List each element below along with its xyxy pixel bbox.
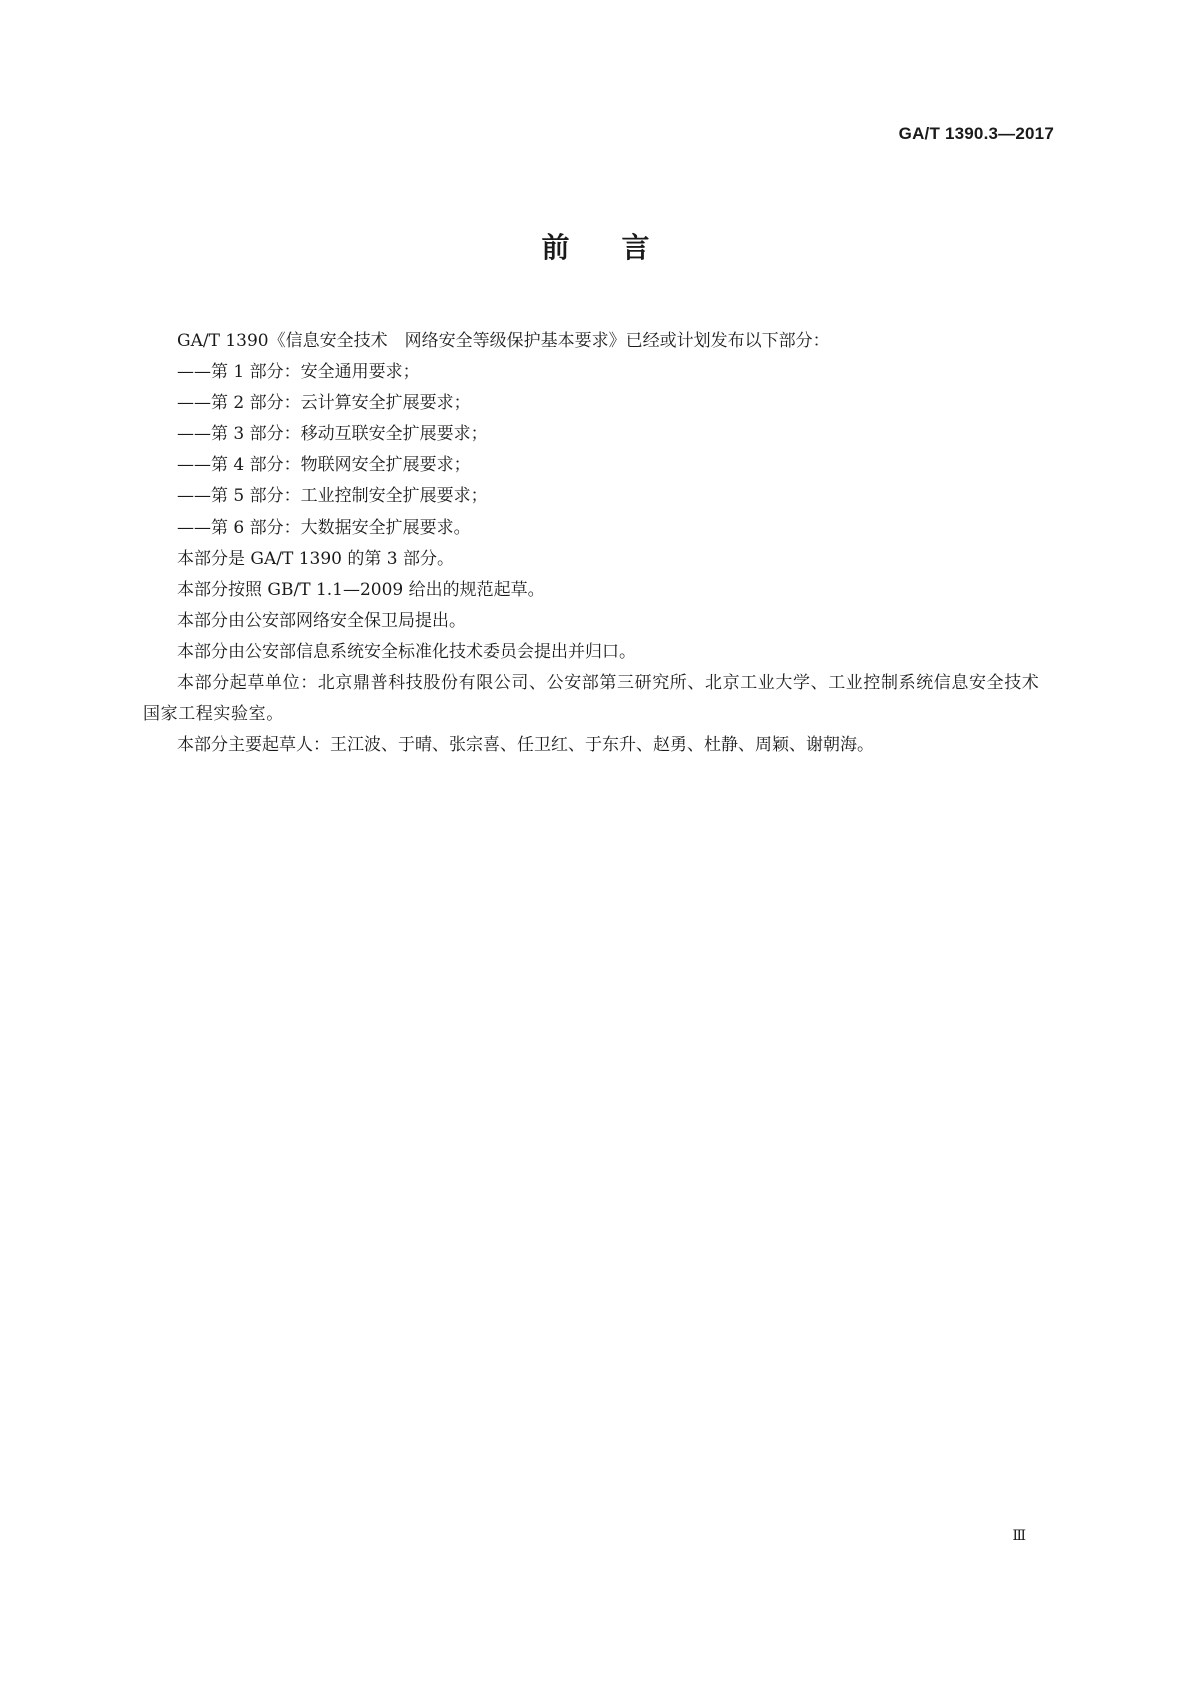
list-item-part-6: ——第 6 部分：大数据安全扩展要求。 bbox=[177, 517, 471, 538]
paragraph-part-number: 本部分是 GA/T 1390 的第 3 部分。 bbox=[177, 548, 455, 569]
list-item-part-1: ——第 1 部分：安全通用要求； bbox=[177, 362, 420, 383]
standard-code: GA/T 1390.3—2017 bbox=[898, 124, 1054, 143]
list-item-part-5: ——第 5 部分：工业控制安全扩展要求； bbox=[177, 486, 488, 507]
list-item-part-2: ——第 2 部分：云计算安全扩展要求； bbox=[177, 393, 471, 414]
paragraph-drafters: 本部分主要起草人：王江波、于晴、张宗喜、任卫红、于东升、赵勇、杜静、周颖、谢朝海。 bbox=[177, 735, 874, 756]
paragraph-drafting-rules: 本部分按照 GB/T 1.1—2009 给出的规范起草。 bbox=[177, 579, 545, 600]
paragraph-drafting-units: 本部分起草单位：北京鼎普科技股份有限公司、公安部第三研究所、北京工业大学、工业控制系统信息安全技术国家工程实验室。 bbox=[143, 673, 1040, 725]
paragraph-proposer: 本部分由公安部网络安全保卫局提出。 bbox=[177, 610, 466, 631]
list-item-part-4: ——第 4 部分：物联网安全扩展要求； bbox=[177, 455, 471, 476]
section-title: 前言 bbox=[541, 231, 702, 264]
paragraph-intro: GA/T 1390《信息安全技术 网络安全等级保护基本要求》已经或计划发布以下部分： bbox=[177, 331, 830, 351]
page-number: Ⅲ bbox=[1012, 1528, 1026, 1544]
list-item-part-3: ——第 3 部分：移动互联安全扩展要求； bbox=[177, 424, 488, 445]
foreword-body bbox=[143, 326, 1054, 761]
paragraph-committee: 本部分由公安部信息系统安全标准化技术委员会提出并归口。 bbox=[177, 641, 636, 662]
